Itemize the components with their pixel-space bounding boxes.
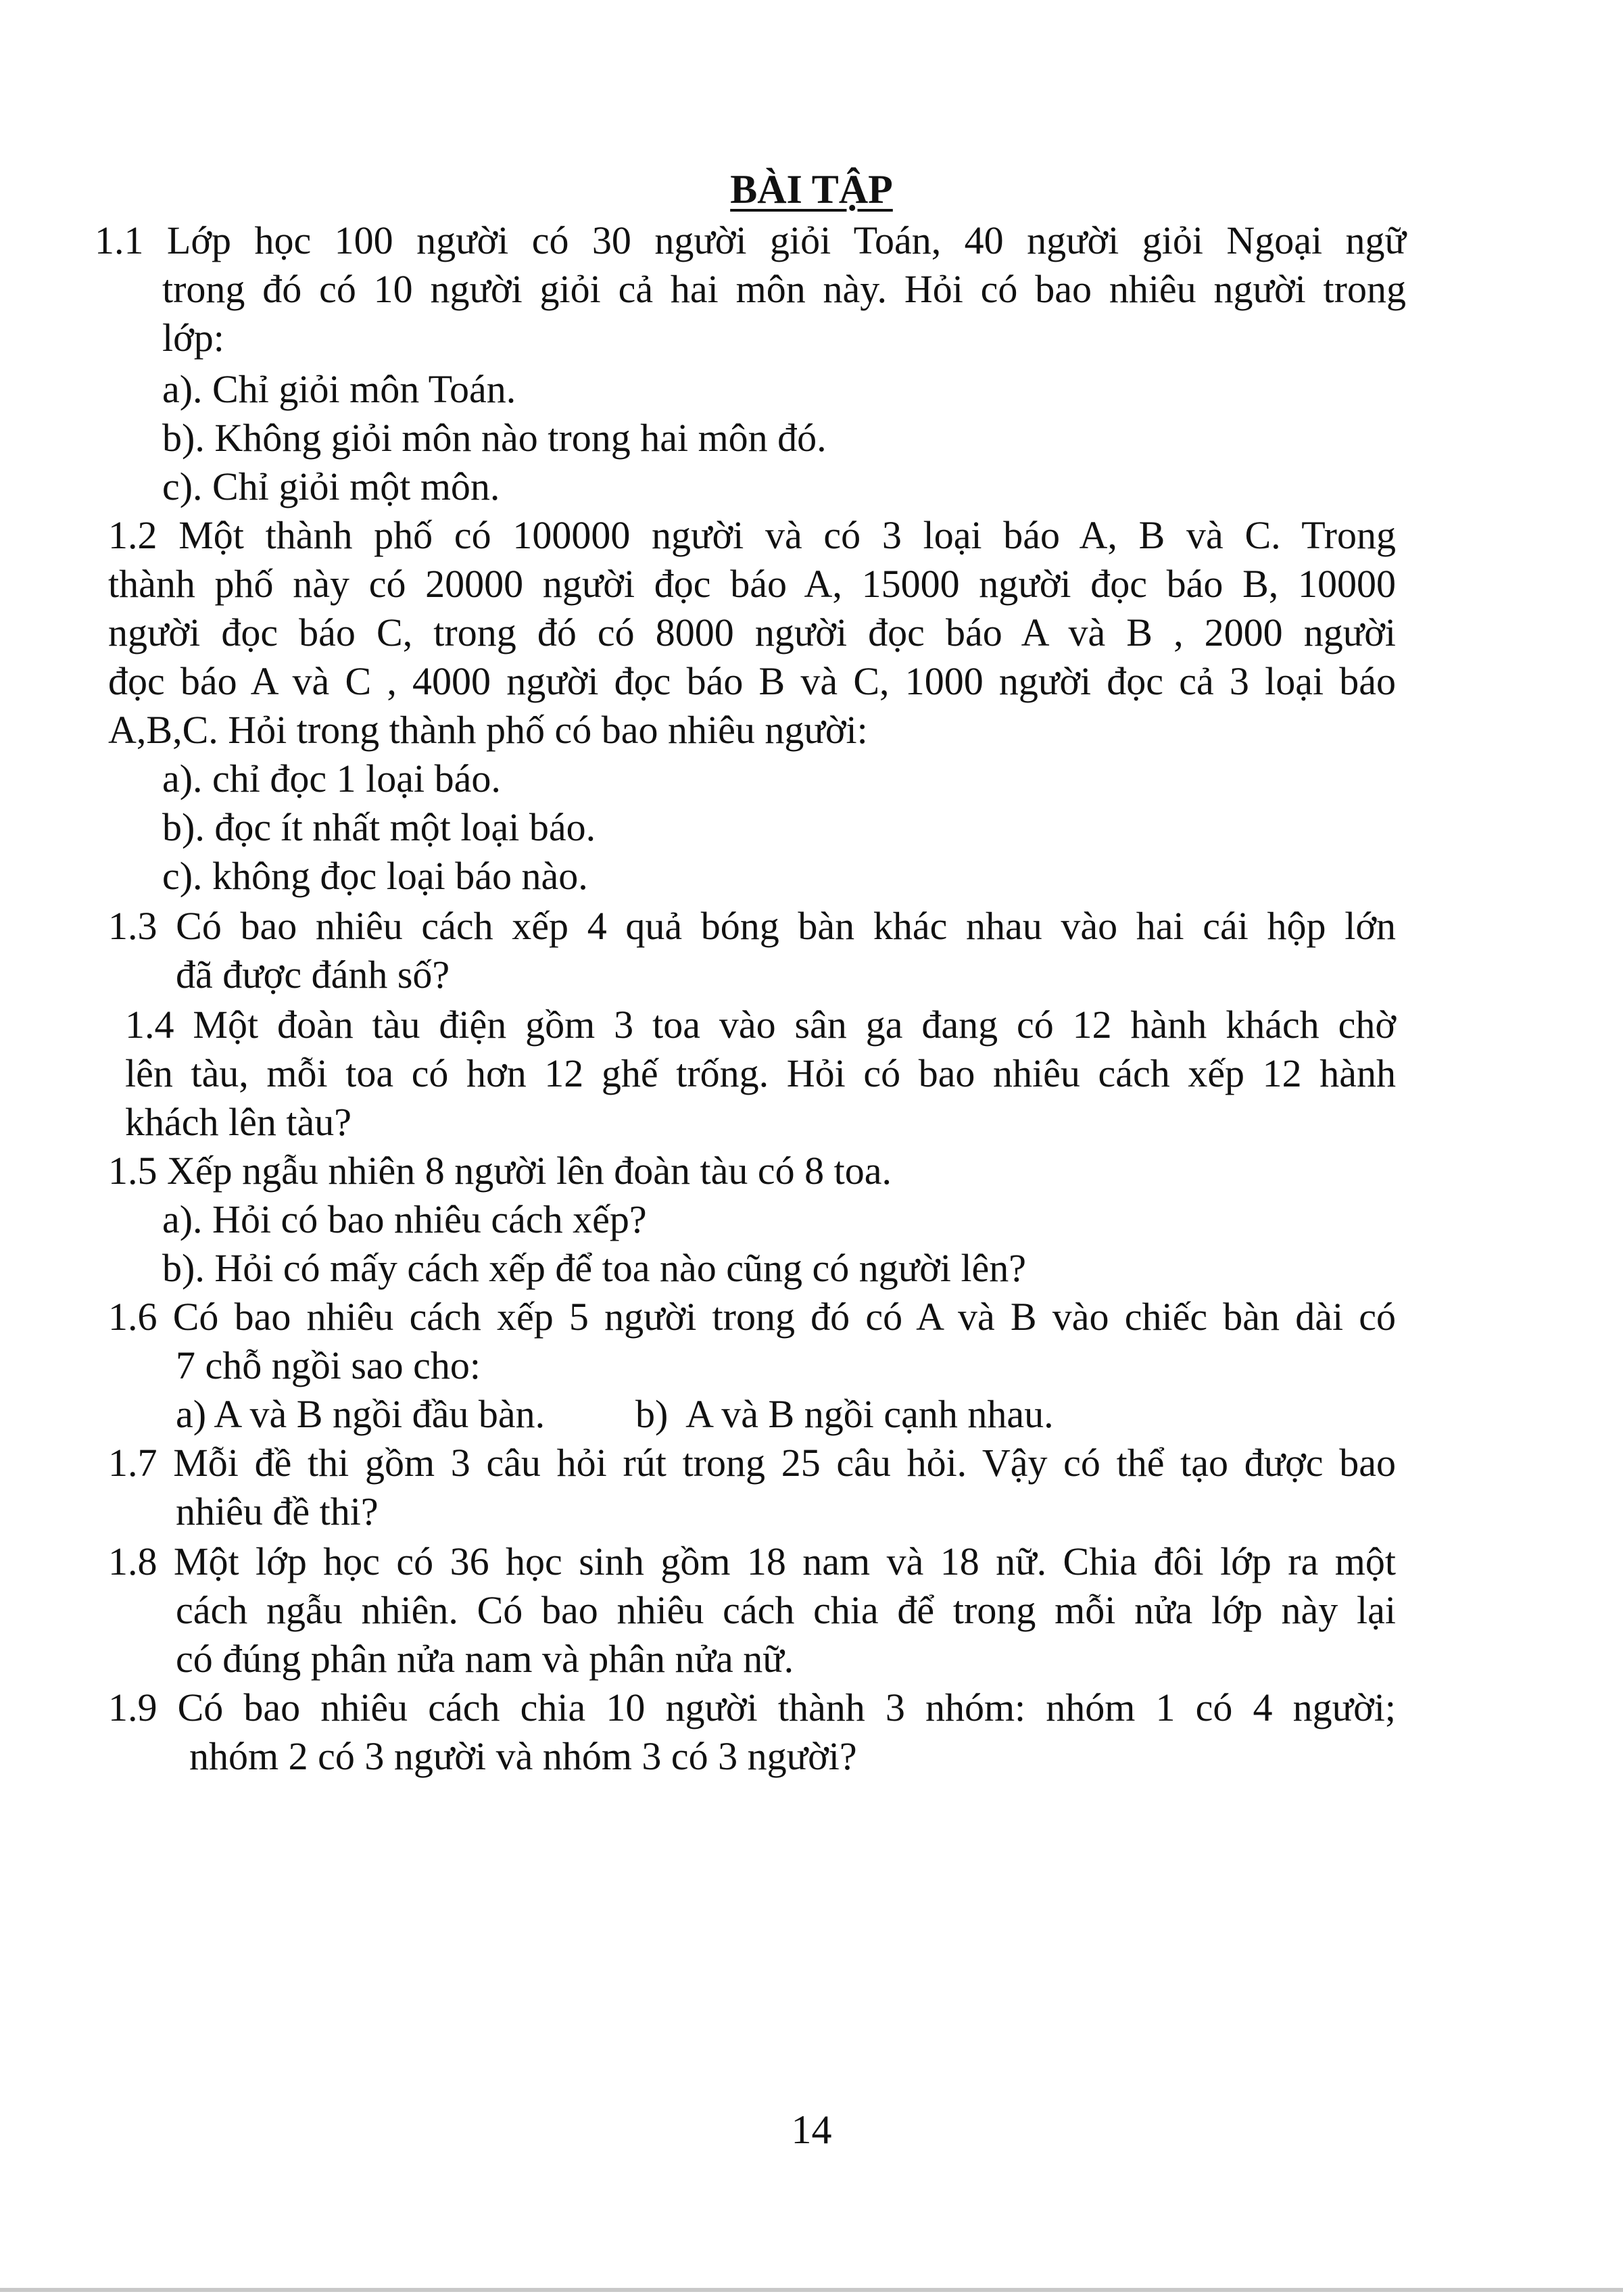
- problem-1-6-option-a: a) A và B ngồi đầu bàn.: [176, 1392, 546, 1436]
- problem-1-6-line-2: 7 chỗ ngồi sao cho:: [176, 1343, 481, 1387]
- problem-1-2-line-3: người đọc báo C, trong đó có 8000 người đọc báo A và B , 2000 người: [108, 611, 1396, 654]
- problem-1-8-line-2: cách ngẫu nhiên. Có bao nhiêu cách chia để trong mỗi nửa lớp này lại: [176, 1588, 1396, 1632]
- problem-1-1-option-c: c). Chỉ giỏi một môn.: [162, 464, 500, 508]
- problem-1-2-option-b: b). đọc ít nhất một loại báo.: [162, 805, 596, 849]
- problem-1-1-line-1: 1.1 Lớp học 100 người có 30 người giỏi Toán, 40 người giỏi Ngoại ngữ: [95, 218, 1406, 262]
- problem-1-5-line-1: 1.5 Xếp ngẫu nhiên 8 người lên đoàn tàu có 8 toa.: [108, 1149, 892, 1193]
- page-title: BÀI TẬP: [730, 167, 893, 212]
- problem-1-1-line-3: lớp:: [162, 316, 224, 360]
- problem-1-8-line-3: có đúng phân nửa nam và phân nửa nữ.: [176, 1637, 794, 1681]
- problem-1-5-option-b: b). Hỏi có mấy cách xếp để toa nào cũng có người lên?: [162, 1246, 1027, 1290]
- page-number: 14: [791, 2107, 832, 2152]
- problem-1-2-line-2: thành phố này có 20000 người đọc báo A, 15000 người đọc báo B, 10000: [108, 562, 1396, 606]
- problem-1-3-line-1: 1.3 Có bao nhiêu cách xếp 4 quả bóng bàn khác nhau vào hai cái hộp lớn: [108, 904, 1396, 948]
- problem-1-7-line-1: 1.7 Mỗi đề thi gồm 3 câu hỏi rút trong 25 câu hỏi. Vậy có thể tạo được bao: [108, 1441, 1396, 1485]
- problem-1-4-line-2: lên tàu, mỗi toa có hơn 12 ghế trống. Hỏi có bao nhiêu cách xếp 12 hành: [125, 1051, 1396, 1095]
- problem-1-2-option-a: a). chỉ đọc 1 loại báo.: [162, 757, 501, 800]
- problem-1-4-line-3: khách lên tàu?: [125, 1100, 352, 1144]
- problem-1-1-option-b: b). Không giỏi môn nào trong hai môn đó.: [162, 416, 827, 460]
- problem-1-9-line-2: nhóm 2 có 3 người và nhóm 3 có 3 người?: [189, 1734, 857, 1778]
- problem-1-2-option-c: c). không đọc loại báo nào.: [162, 854, 588, 898]
- problem-1-7-line-2: nhiêu đề thi?: [176, 1489, 379, 1533]
- page-bottom-edge: [0, 2288, 1623, 2292]
- problem-1-9-line-1: 1.9 Có bao nhiêu cách chia 10 người thành 3 nhóm: nhóm 1 có 4 người;: [108, 1685, 1396, 1729]
- problem-1-8-line-1: 1.8 Một lớp học có 36 học sinh gồm 18 nam và 18 nữ. Chia đôi lớp ra một: [108, 1539, 1396, 1583]
- problem-1-6-line-1: 1.6 Có bao nhiêu cách xếp 5 người trong đó có A và B vào chiếc bàn dài có: [108, 1295, 1396, 1339]
- problem-1-1-line-2: trong đó có 10 người giỏi cả hai môn này. Hỏi có bao nhiêu người trong: [162, 267, 1406, 311]
- problem-1-1-option-a: a). Chỉ giỏi môn Toán.: [162, 367, 516, 411]
- problem-1-5-option-a: a). Hỏi có bao nhiêu cách xếp?: [162, 1197, 647, 1241]
- problem-1-2-line-1: 1.2 Một thành phố có 100000 người và có 3 loại báo A, B và C. Trong: [108, 513, 1396, 557]
- problem-1-3-line-2: đã được đánh số?: [176, 953, 450, 997]
- problem-1-4-line-1: 1.4 Một đoàn tàu điện gồm 3 toa vào sân ga đang có 12 hành khách chờ: [125, 1003, 1396, 1047]
- problem-1-6-option-b: b) A và B ngồi cạnh nhau.: [635, 1392, 1054, 1436]
- problem-1-2-line-4: đọc báo A và C , 4000 người đọc báo B và C, 1000 người đọc cả 3 loại báo: [108, 659, 1396, 703]
- problem-1-2-line-5: A,B,C. Hỏi trong thành phố có bao nhiêu người:: [108, 708, 868, 752]
